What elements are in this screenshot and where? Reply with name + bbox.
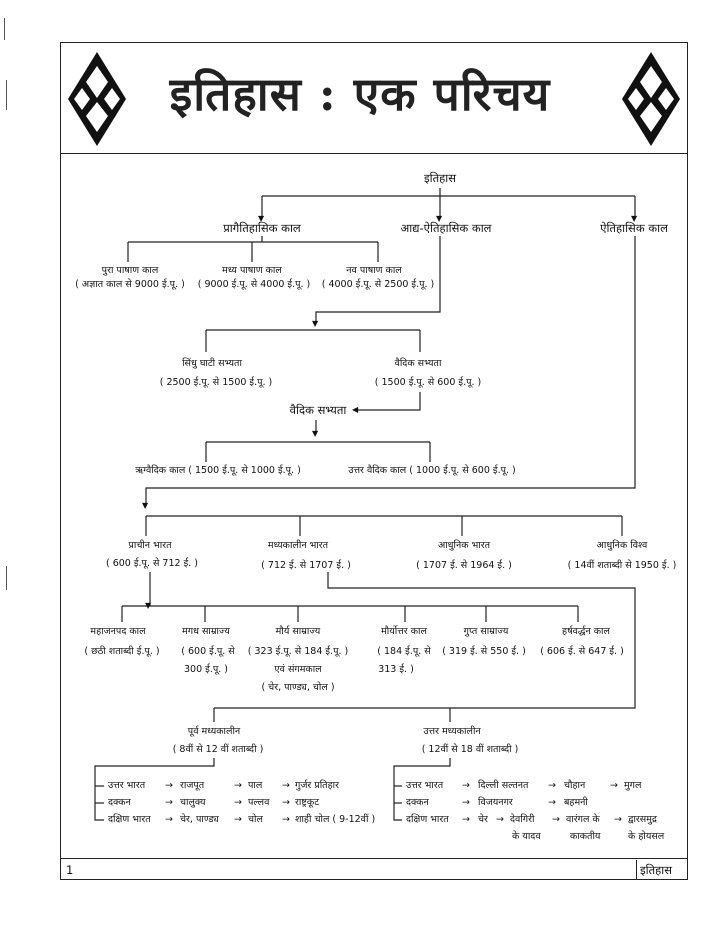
maurya-range: ( 323 ई.पू. से 184 ई.पू. ) bbox=[247, 646, 349, 657]
em-chola: चोल bbox=[248, 814, 263, 825]
arrow-right-icon: → bbox=[462, 780, 470, 791]
lm-yadava: के यादव bbox=[512, 831, 541, 842]
maurya-name: मौर्य साम्राज्य bbox=[275, 626, 321, 637]
lm-kakatiya: काकतीय bbox=[570, 831, 601, 842]
node-historic: ऐतिहासिक काल bbox=[600, 221, 668, 235]
arrow-right-icon: → bbox=[462, 814, 470, 825]
rigvedic-period: ऋग्वैदिक काल ( 1500 ई.पू. से 1000 ई.पू. ) bbox=[135, 465, 301, 476]
modern-india-name: आधुनिक भारत bbox=[437, 540, 491, 551]
scan-mark bbox=[6, 80, 7, 110]
arrow-down-icon: ▼ bbox=[258, 214, 265, 223]
lm-dwarasamudra: द्वारसमुद्र bbox=[628, 814, 657, 825]
arrow-right-icon: → bbox=[165, 797, 173, 808]
modern-world-range: ( 14वीं शताब्दी से 1950 ई. ) bbox=[567, 560, 677, 571]
lm-sultanate: दिल्ली सल्तनत bbox=[478, 780, 529, 791]
arrow-down-icon: ▼ bbox=[312, 429, 319, 438]
arrow-right-icon: → bbox=[234, 797, 242, 808]
sangam-label: एवं संगमकाल bbox=[274, 664, 322, 675]
em-rashtrakuta: राष्ट्रकूट bbox=[295, 797, 319, 808]
arrow-down-icon: ▼ bbox=[436, 214, 443, 223]
indus-range: ( 2500 ई.पू. से 1500 ई.पू. ) bbox=[159, 377, 273, 388]
indus-name: सिंधु घाटी सभ्यता bbox=[182, 358, 242, 369]
arrow-right-icon: → bbox=[462, 797, 470, 808]
lm-region-south: दक्षिण भारत bbox=[406, 814, 449, 825]
arrow-right-icon: → bbox=[548, 797, 556, 808]
arrow-right-icon: → bbox=[496, 814, 504, 825]
arrow-right-icon: → bbox=[234, 814, 242, 825]
lm-chauhan: चौहान bbox=[564, 780, 586, 791]
arrow-right-icon: → bbox=[610, 780, 618, 791]
mahajanapada-range: ( छठी शताब्दी ई.पू. ) bbox=[84, 646, 160, 657]
scan-mark bbox=[4, 18, 5, 40]
ancient-india-range: ( 600 ई.पू. से 712 ई. ) bbox=[105, 558, 199, 569]
post-maurya-name: मौर्योत्तर काल bbox=[381, 626, 427, 637]
lm-region-north: उत्तर भारत bbox=[406, 780, 444, 791]
arrow-right-icon: → bbox=[548, 780, 556, 791]
lm-warangal: वारंगल के bbox=[566, 814, 600, 825]
arrow-right-icon: → bbox=[282, 797, 290, 808]
arrow-right-icon: → bbox=[165, 814, 173, 825]
em-rajput: राजपूत bbox=[180, 780, 205, 791]
em-region-deccan: दक्कन bbox=[108, 797, 131, 808]
early-medieval-range: ( 8वीं से 12 वीं शताब्दी ) bbox=[172, 744, 264, 755]
vedic-civ-range: ( 1500 ई.पू. से 600 ई.पू. ) bbox=[374, 377, 482, 388]
early-medieval-name: पूर्व मध्यकालीन bbox=[187, 726, 241, 737]
mahajanapada-name: महाजनपद काल bbox=[90, 626, 146, 637]
node-prehistoric: प्रागैतिहासिक काल bbox=[223, 221, 301, 235]
post-maurya-range-1: ( 184 ई.पू. से bbox=[377, 646, 431, 657]
em-chera-pandya: चेर, पाण्ड्य bbox=[180, 814, 219, 825]
post-maurya-range-2: 313 ई. ) bbox=[378, 664, 414, 675]
scan-mark bbox=[6, 566, 7, 590]
modern-world-name: आधुनिक विश्व bbox=[596, 540, 648, 551]
node-protohistoric: आद्य-ऐतिहासिक काल bbox=[400, 221, 492, 235]
modern-india-range: ( 1707 ई. से 1964 ई. ) bbox=[416, 560, 512, 571]
lm-chera: चेर bbox=[478, 814, 488, 825]
magadha-range-2: 300 ई.पू. ) bbox=[184, 664, 228, 675]
arrow-down-icon: ▼ bbox=[142, 501, 149, 510]
arrow-right-icon: → bbox=[165, 780, 173, 791]
arrow-right-icon: → bbox=[282, 780, 290, 791]
arrow-down-icon: ▼ bbox=[631, 214, 638, 223]
neolithic-range: ( 4000 ई.पू. से 2500 ई.पू. ) bbox=[321, 279, 435, 290]
lm-hoysala: के होयसल bbox=[628, 831, 665, 842]
em-pallava: पल्लव bbox=[248, 797, 270, 808]
page-number: 1 bbox=[66, 863, 74, 877]
arrow-right-icon: → bbox=[614, 814, 622, 825]
vedic-node: वैदिक सभ्यता bbox=[289, 403, 347, 417]
gupta-range: ( 319 ई. से 550 ई. ) bbox=[442, 646, 526, 657]
later-vedic-period: उत्तर वैदिक काल ( 1000 ई.पू. से 600 ई.पू. ) bbox=[348, 465, 516, 476]
em-region-south: दक्षिण भारत bbox=[108, 814, 151, 825]
late-medieval-name: उत्तर मध्यकालीन bbox=[423, 726, 481, 737]
gupta-name: गुप्त साम्राज्य bbox=[463, 626, 509, 637]
em-imperial-chola: शाही चोल ( 9-12वीं ) bbox=[295, 814, 376, 825]
lm-region-deccan: दक्कन bbox=[406, 797, 429, 808]
em-pratihara: गुर्जर प्रतिहार bbox=[295, 780, 339, 791]
lm-mughal: मुगल bbox=[624, 780, 642, 791]
medieval-india-name: मध्यकालीन भारत bbox=[267, 540, 329, 551]
mesolithic-name: मध्य पाषाण काल bbox=[222, 265, 282, 276]
arrow-right-icon: → bbox=[234, 780, 242, 791]
arrow-left-icon: ◀ bbox=[352, 405, 359, 414]
paleolithic-name: पुरा पाषाण काल bbox=[101, 265, 159, 276]
root-node: इतिहास bbox=[423, 171, 457, 185]
harsha-name: हर्षवर्द्धन काल bbox=[562, 626, 610, 637]
mesolithic-range: ( 9000 ई.पू. से 4000 ई.पू. ) bbox=[197, 279, 311, 290]
em-pala: पाल bbox=[248, 780, 263, 791]
em-chalukya: चालुक्य bbox=[180, 797, 206, 808]
page-title: इतिहास : एक परिचय bbox=[169, 67, 551, 121]
lm-vijayanagar: विजयनगर bbox=[478, 797, 513, 808]
ancient-india-name: प्राचीन भारत bbox=[128, 540, 172, 551]
harsha-range: ( 606 ई. से 647 ई. ) bbox=[540, 646, 624, 657]
arrow-down-icon: ▼ bbox=[312, 319, 319, 328]
vedic-civ-name: वैदिक सभ्यता bbox=[394, 358, 442, 369]
footer-divider bbox=[60, 858, 688, 859]
neolithic-name: नव पाषाण काल bbox=[346, 265, 402, 276]
footer-label-box bbox=[636, 860, 688, 880]
lm-bahmani: बहमनी bbox=[564, 797, 588, 808]
arrow-down-icon: ▼ bbox=[145, 601, 152, 610]
medieval-india-range: ( 712 ई. से 1707 ई. ) bbox=[261, 560, 351, 571]
magadha-name: मगध साम्राज्य bbox=[182, 626, 230, 637]
sangam-dynasties: ( चेर, पाण्ड्य, चोल ) bbox=[261, 682, 335, 693]
late-medieval-range: ( 12वीं से 18 वीं शताब्दी ) bbox=[421, 744, 519, 755]
paleolithic-range: ( अज्ञात काल से 9000 ई.पू. ) bbox=[75, 279, 185, 290]
magadha-range-1: ( 600 ई.पू. से bbox=[181, 646, 235, 657]
arrow-right-icon: → bbox=[282, 814, 290, 825]
lm-devagiri: देवगिरी bbox=[510, 814, 535, 825]
em-region-north: उत्तर भारत bbox=[108, 780, 146, 791]
footer-label: इतिहास bbox=[640, 863, 673, 877]
arrow-right-icon: → bbox=[552, 814, 560, 825]
